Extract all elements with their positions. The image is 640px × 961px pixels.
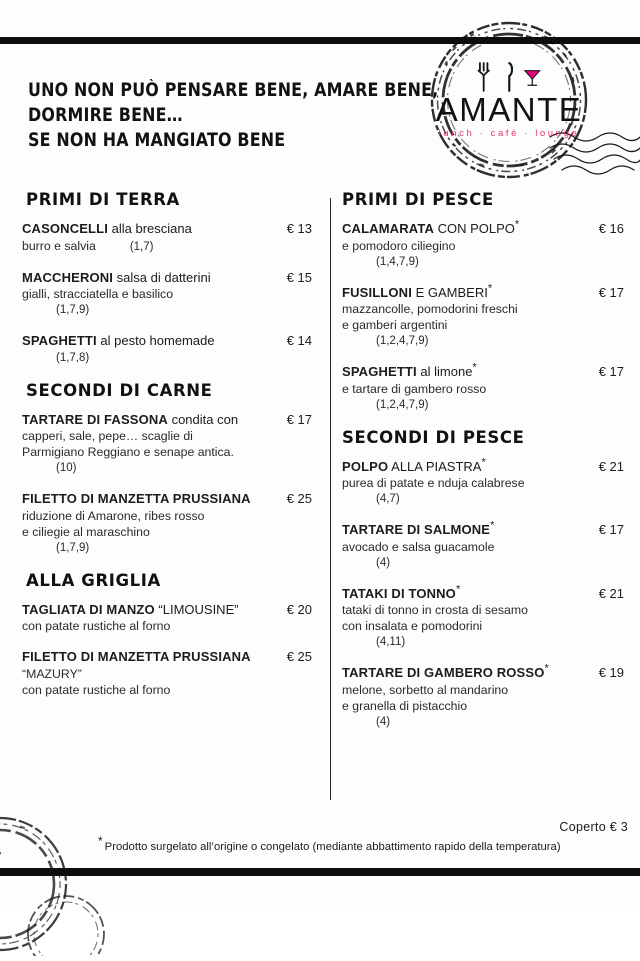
menu-section [342, 190, 630, 413]
menu-item-name-suffix: al pesto homemade [96, 333, 215, 348]
menu-item-price: € 17 [598, 364, 624, 379]
menu-item [342, 361, 630, 413]
menu-item-name: MACCHERONI [22, 269, 114, 285]
menu-item-name-suffix: salsa di datterini [113, 269, 211, 285]
menu-item-allergens: (1,7,9) [56, 304, 90, 316]
menu-item-title [342, 218, 630, 238]
menu-item-name-suffix: al limone [416, 364, 473, 379]
menu-item-name: TARTARE DI FASSONA [22, 411, 168, 427]
menu-item-price: € 20 [286, 601, 312, 617]
menu-item-description: e gamberi argentini [342, 318, 448, 332]
bottom-left-stamp-decoration [0, 806, 118, 956]
menu-item-name: TAGLIATA DI MANZO [22, 601, 155, 617]
menu-item-name: POLPO [342, 458, 389, 474]
menu-item-name: FILETTO DI MANZETTA PRUSSIANA [22, 649, 251, 664]
menu-item-name: TARTARE DI SALMONE [342, 522, 491, 537]
menu-item-description: burro e salvia (1,7) [22, 238, 154, 253]
frozen-product-asterisk: * [490, 519, 495, 532]
menu-item-name: SPAGHETTI [22, 333, 97, 348]
quote-line-2: DORMIRE BENE… [28, 105, 183, 126]
menu-item-price: € 13 [286, 221, 312, 236]
menu-item [342, 583, 630, 651]
menu-item [22, 221, 322, 255]
menu-item-list [342, 218, 630, 413]
menu-section [342, 428, 630, 730]
menu-item-description: “MAZURY” [22, 666, 82, 681]
frozen-product-asterisk: * [514, 218, 520, 231]
menu-item [342, 662, 630, 730]
menu-item-title [22, 491, 322, 508]
frozen-product-asterisk: * [455, 583, 461, 596]
menu-item [22, 602, 322, 635]
menu-item-list [22, 602, 322, 698]
menu-section [22, 381, 322, 556]
menu-item-allergens: (1,4,7,9) [376, 255, 419, 268]
menu-item-name: CALAMARATA [342, 221, 434, 236]
menu-item-description: purea di patate e nduja calabrese [342, 476, 525, 490]
menu-item-title [342, 662, 630, 682]
menu-item-price: € 25 [286, 491, 312, 506]
menu-item-title [342, 456, 630, 476]
menu-item-allergens: (4,11) [376, 636, 406, 648]
menu-item-description: riduzione di Amarone, ribes rosso [22, 508, 205, 523]
menu-item [22, 491, 322, 556]
menu-item-title [22, 270, 322, 287]
menu-item-price: € 14 [286, 333, 312, 348]
left-column [22, 190, 322, 713]
section-title: PRIMI DI PESCE [342, 190, 494, 209]
menu-item [22, 333, 322, 366]
menu-item-list [342, 456, 630, 730]
menu-item-description: gialli, stracciatella e basilico [22, 287, 174, 301]
column-divider [330, 198, 331, 800]
menu-item-title [22, 602, 322, 619]
section-title: ALLA GRIGLIA [26, 570, 161, 590]
menu-item-allergens: (4,7) [376, 493, 400, 505]
footnote [98, 834, 561, 853]
menu-item-title [342, 282, 630, 302]
menu-item-allergens: (4) [376, 715, 391, 728]
menu-item-description: e pomodoro ciliegino [342, 238, 456, 253]
menu-item-description: con patate rustiche al forno [22, 682, 171, 697]
menu-item-price: € 21 [598, 585, 624, 601]
menu-section [22, 571, 322, 698]
menu-item-name-suffix: “LIMOUSINE” [154, 601, 239, 617]
frozen-product-asterisk: * [544, 662, 549, 675]
menu-item-description: e ciliegie al maraschino [22, 524, 150, 539]
menu-item-description: tataki di tonno in crosta di sesamo [342, 603, 528, 617]
menu-item-allergens: (1,2,4,7,9) [376, 335, 429, 347]
menu-item-title [22, 221, 322, 238]
menu-item-allergens: (4) [376, 556, 391, 569]
section-title: SECONDI DI CARNE [26, 380, 213, 400]
logo-tagline: lunch · café · lounge [438, 127, 580, 139]
menu-item-name: FUSILLONI [342, 284, 412, 300]
top-rule [0, 37, 640, 44]
menu-item-title [342, 361, 630, 381]
menu-item-allergens: (1,7) [129, 240, 154, 253]
menu-item-price: € 17 [598, 284, 624, 300]
header-quote [28, 78, 439, 153]
menu-item-name: SPAGHETTI [342, 364, 417, 379]
menu-item-description: melone, sorbetto al mandarino [342, 682, 509, 697]
menu-item [342, 519, 630, 571]
menu-item-list [22, 412, 322, 556]
right-column [342, 190, 630, 745]
quote-line-3: SE NON HA MANGIATO BENE [28, 130, 286, 151]
menu-item-name: TATAKI DI TONNO [342, 585, 456, 601]
bottom-rule [0, 868, 640, 876]
menu-item-allergens: (1,7,9) [56, 541, 90, 554]
menu-item [342, 218, 630, 270]
menu-item-description: mazzancolle, pomodorini freschi [342, 302, 518, 316]
menu-item-price: € 16 [598, 221, 624, 236]
quote-line-1: UNO NON PUÒ PENSARE BENE, AMARE BENE, [28, 80, 439, 101]
menu-item-name: FILETTO DI MANZETTA PRUSSIANA [22, 491, 251, 506]
menu-item-name: CASONCELLI [22, 221, 108, 236]
menu-item-description: e tartare di gambero rosso [342, 381, 487, 396]
menu-item-description: capperi, sale, pepe… scaglie di [22, 429, 193, 443]
menu-item-price: € 21 [598, 458, 624, 474]
menu-item-price: € 17 [598, 522, 624, 537]
menu-item-name-suffix: E GAMBERI [411, 284, 488, 300]
menu-item-name-suffix: condita con [167, 411, 239, 427]
menu-item-price: € 17 [286, 411, 312, 427]
menu-item-description: con patate rustiche al forno [22, 619, 171, 633]
logo-wordmark: AMANTE [435, 90, 583, 128]
menu-item-allergens: (10) [56, 462, 77, 474]
menu-item-name: TARTARE DI GAMBERO ROSSO [342, 665, 545, 680]
section-title: PRIMI DI TERRA [26, 190, 180, 209]
menu-item-description: e granella di pistacchio [342, 698, 468, 713]
section-title: SECONDI DI PESCE [342, 427, 525, 447]
menu-item-title [22, 649, 322, 666]
menu-item-title [22, 333, 322, 350]
menu-item [342, 282, 630, 350]
menu-item-title [342, 583, 630, 603]
frozen-product-asterisk: * [487, 282, 493, 295]
coperto-line: Coperto € 3 [559, 820, 628, 834]
menu-item-title [22, 412, 322, 429]
footnote-star: * [98, 834, 103, 849]
frozen-product-asterisk: * [472, 361, 477, 374]
menu-item [22, 649, 322, 698]
menu-item-allergens: (1,7,8) [56, 351, 90, 364]
footnote-text: Prodotto surgelato all’origine o congelato (mediante abbattimento rapido della temperatura) [104, 841, 561, 853]
menu-item-description: Parmigiano Reggiano e senape antica. [22, 445, 234, 459]
menu-section [22, 190, 322, 366]
frozen-product-asterisk: * [481, 456, 486, 469]
menu-item-name-suffix: alla bresciana [108, 221, 192, 236]
menu-item-list [22, 221, 322, 366]
menu-item [22, 412, 322, 477]
menu-item-price: € 25 [286, 649, 312, 664]
menu-item-allergens: (1,2,4,7,9) [376, 398, 429, 411]
menu-item-description: con insalata e pomodorini [342, 619, 483, 633]
menu-item [342, 456, 630, 508]
menu-item [22, 270, 322, 319]
menu-item-name-suffix: CON POLPO [434, 221, 515, 236]
menu-item-title [342, 519, 630, 539]
menu-item-name-suffix: ALLA PIASTRA [388, 458, 482, 474]
menu-item-price: € 19 [598, 665, 624, 680]
menu-item-description: avocado e salsa guacamole [342, 539, 495, 554]
menu-item-price: € 15 [286, 269, 312, 285]
